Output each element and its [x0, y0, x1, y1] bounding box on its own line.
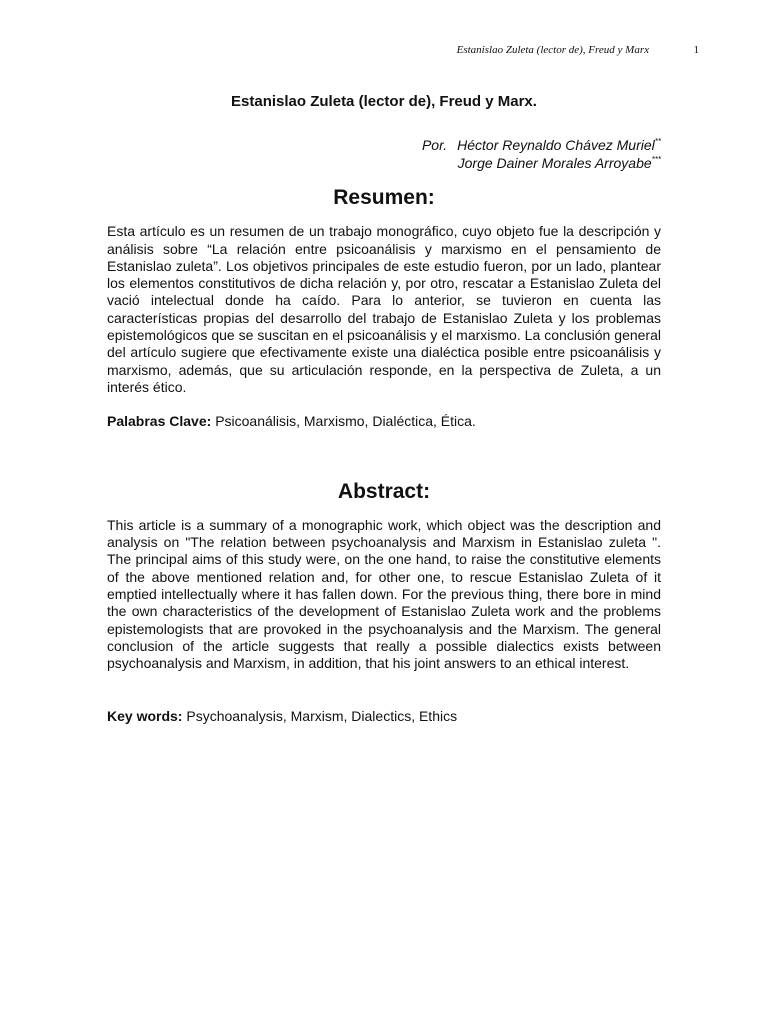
- abstract-heading: Abstract:: [337, 479, 431, 503]
- author-name-1: Héctor Reynaldo Chávez Muriel: [457, 137, 655, 153]
- author-prefix: Por.: [421, 137, 448, 153]
- author-name-2: Jorge Dainer Morales Arroyabe: [457, 155, 652, 171]
- resumen-keywords-label: Palabras Clave:: [107, 413, 212, 430]
- author-line-1: [107, 136, 661, 154]
- resumen-keywords: [107, 413, 661, 430]
- running-header: [0, 44, 768, 60]
- resumen-keywords-list: Psicoanálisis, Marxismo, Dialéctica, Ética.: [215, 413, 476, 430]
- abstract-paragraph: This article is a summary of a monographic work, which object was the description and analysis on "The relation between psychoanalysis and Marxism in Estanislao zuleta ". The principal aims of this study were, on the one hand, to raise the constitutive elements of the above mentioned relation and, for other one, to rescue Estanislao Zuleta of it emptied intellectually where it has fallen down. For the previous thing, there bore in mind the own characteristics of the development of Estanislao Zuleta work and the problems epistemologists that are provoked in the psychoanalysis and the Marxism. The general conclusion of the article suggests that really a possible dialectics exists between psychoanalysis and Marxism, in addition, that his joint answers to an ethical interest.: [107, 516, 661, 672]
- abstract-keywords: [107, 708, 661, 725]
- running-title: Estanislao Zuleta (lector de), Freud y Marx: [456, 44, 649, 56]
- abstract-keywords-label: Key words:: [107, 707, 183, 724]
- author-line-2: [107, 154, 661, 172]
- resumen-heading: Resumen:: [333, 186, 435, 209]
- author-footnote-mark-1: **: [654, 137, 661, 146]
- paper-title: Estanislao Zuleta (lector de), Freud y Marx.: [231, 93, 537, 110]
- page-content: [107, 92, 661, 725]
- author-block: [107, 136, 661, 172]
- author-footnote-mark-2: ***: [651, 155, 661, 164]
- abstract-keywords-list: Psychoanalysis, Marxism, Dialectics, Ethics: [186, 707, 458, 724]
- resumen-paragraph: Esta artículo es un resumen de un trabajo monográfico, cuyo objeto fue la descripción y análisis sobre “La relación entre psicoanálisis y marxismo en el pensamiento de Estanislao zuleta”. Los objetivos principales de este estudio fueron, por un lado, plantear los elementos constitutivos de dicha relación y, por otro, rescatar a Estanislao Zuleta del vació intelectual donde ha caído. Para lo anterior, se tuvieron en cuenta las características propias del desarrollo del trabajo de Estanislao Zuleta y los problemas epistemológicos que se suscitan en el psicoanálisis y el marxismo. La conclusión general del artículo sugiere que efectivamente existe una dialéctica posible entre psicoanálisis y marxismo, además, que su articulación responde, en la perspectiva de Zuleta, a un interés ético.: [107, 223, 661, 395]
- page-number: 1: [693, 44, 699, 56]
